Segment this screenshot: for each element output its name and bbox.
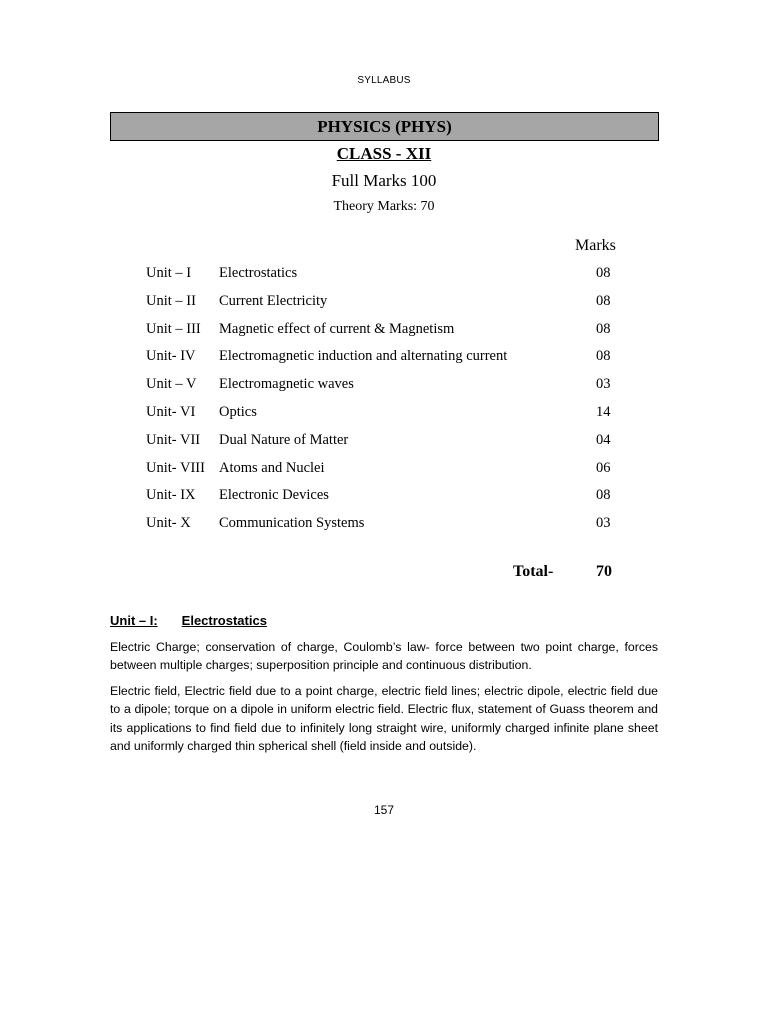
page-number: 157 [373,803,395,817]
full-marks: Full Marks 100 [331,171,437,190]
unit-section-heading [110,613,267,628]
marks-column-header: Marks [575,237,616,254]
class-heading: CLASS - XII [336,144,432,163]
unit-code: Unit – II [146,292,196,309]
theory-marks: Theory Marks: 70 [333,199,435,214]
unit-section-title: Electrostatics [181,613,267,628]
unit-code: Unit- IV [146,348,196,365]
unit-code: Unit – III [146,320,201,337]
unit-row [146,293,616,321]
unit-name: Electromagnetic waves [219,376,354,393]
total-label: Total- [513,563,554,580]
unit-row [146,487,616,515]
unit-marks: 03 [596,376,611,393]
unit-name: Atoms and Nuclei [219,459,325,476]
unit-row [146,265,616,293]
unit-section-label: Unit – I: [110,613,158,628]
unit-row [146,321,616,349]
unit-marks: 08 [596,265,611,281]
unit-code: Unit – V [146,376,197,393]
unit-name: Optics [219,403,257,420]
unit-name: Current Electricity [219,292,328,309]
unit-code: Unit- IX [146,487,196,504]
unit-code: Unit- VII [146,431,201,448]
unit-code: Unit- VIII [146,459,205,476]
unit-code: Unit- VI [146,403,196,420]
unit-row [146,376,616,404]
syllabus-paragraph: Electric Charge; conservation of charge, Coulomb’s law- force between two point charge, forces between multiple charges; superposition principle and continuous distribution. [110,640,658,673]
unit-marks: 06 [596,459,611,476]
unit-row [146,432,616,460]
unit-marks: 08 [596,320,611,337]
unit-name: Electrostatics [219,265,298,281]
unit-marks: 03 [596,515,611,532]
unit-marks: 08 [596,348,611,365]
unit-marks: 08 [596,487,611,504]
unit-name: Electronic Devices [219,487,329,504]
unit-name: Magnetic effect of current & Magnetism [219,320,455,337]
unit-row [146,460,616,488]
units-table [146,265,616,543]
unit-row [146,515,616,543]
unit-code: Unit – I [146,265,192,281]
unit-name: Electromagnetic induction and alternating current [219,348,508,365]
unit-name: Dual Nature of Matter [219,431,349,448]
unit-row [146,404,616,432]
subject-title: PHYSICS (PHYS) [110,112,659,141]
unit-marks: 04 [596,431,611,448]
unit-marks: 14 [596,403,611,420]
total-value: 70 [596,563,612,580]
unit-name: Communication Systems [219,515,365,532]
syllabus-paragraph: Electric field, Electric field due to a point charge, electric field lines; electric dipole, electric field due to a dipole; torque on a dipole in uniform electric field. Electric flux, statement of Guass theorem and its applications to find field due to infinitely long straight wire, uniformly charged infinite plane sheet and uniformly charged thin spherical shell (field inside and outside). [110,684,658,753]
unit-marks: 08 [596,292,611,309]
unit-code: Unit- X [146,515,191,532]
unit-row [146,348,616,376]
header-label: SYLLABUS [357,75,411,86]
